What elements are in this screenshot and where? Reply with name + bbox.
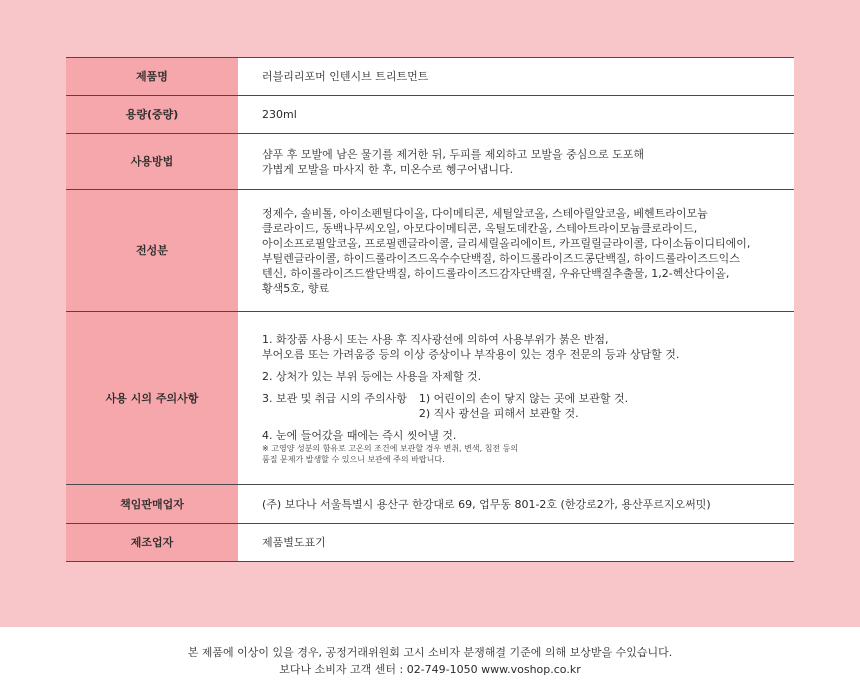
customer-center-info: 보다나 소비자 고객 센터 : 02-749-1050 www.voshop.co.kr (279, 663, 581, 676)
seller-text: (주) 보다나 서울특별시 용산구 한강대로 69, 업무동 801-2호 (한강로2가, 용산푸르지오써밋) (262, 497, 711, 511)
caution-line: 2. 상처가 있는 부위 등에는 사용을 자제할 것. (262, 369, 482, 383)
storage-subitem: 1) 어린이의 손이 닿지 않는 곳에 보관할 것. (418, 391, 629, 405)
seller-value (238, 485, 794, 524)
storage-label: 3. 보관 및 취급 시의 주의사항 (262, 391, 407, 405)
product-info-table (66, 57, 794, 562)
storage-subitem: 2) 직사 광선을 피해서 보관할 것. (418, 406, 579, 420)
caution-value (238, 312, 794, 485)
ingredients-line: 텐신, 하이롤라이즈드쌀단백질, 하이드롤라이즈드감자단백질, 우유단백질추출물, 1,2-헥산다이올, (262, 266, 730, 280)
caution-note: ※ 고영양 성분의 함유로 고온의 조건에 보관할 경우 변취, 변색, 침전 등의 (262, 443, 519, 453)
caution-item-1 (262, 332, 782, 362)
caution-label: 사용 시의 주의사항 (66, 312, 238, 485)
caution-line: 4. 눈에 들어갔을 때에는 즉시 씻어낼 것. (262, 428, 457, 442)
row-product-name (66, 58, 794, 96)
caution-item-3 (262, 391, 782, 421)
caution-item-4 (262, 428, 782, 465)
caution-line: 부어오름 또는 가려움증 등의 이상 증상이나 부작용이 있는 경우 전문의 등과 상담할 것. (262, 347, 680, 361)
capacity-label: 용량(중량) (66, 96, 238, 134)
consumer-notice-footer (0, 627, 860, 695)
usage-value (238, 134, 794, 190)
ingredients-line: 부틸렌글라이콜, 하이드롤라이즈드옥수수단백질, 하이드롤라이즈드콩단백질, 하이드롤라이즈드익스 (262, 251, 740, 265)
storage-subitems (419, 391, 628, 421)
manufacturer-label: 제조업자 (66, 524, 238, 562)
row-capacity (66, 96, 794, 134)
caution-item-2 (262, 369, 782, 384)
usage-line: 가볍게 모발을 마사지 한 후, 미온수로 헹구어냅니다. (262, 162, 514, 176)
ingredients-line: 클로라이드, 동백나무씨오일, 아모다이메티콘, 옥틸도데칸올, 스테아트라이모늄클로라이드, (262, 221, 698, 235)
product-name-value: 러블리리포머 인텐시브 트리트먼트 (238, 58, 794, 96)
row-caution (66, 312, 794, 485)
usage-line: 샴푸 후 모발에 남은 물기를 제거한 뒤, 두피를 제외하고 모발을 중심으로 도포해 (262, 147, 644, 161)
row-manufacturer (66, 524, 794, 562)
ingredients-label: 전성분 (66, 190, 238, 312)
product-name-label: 제품명 (66, 58, 238, 96)
row-ingredients (66, 190, 794, 312)
caution-line: 1. 화장품 사용시 또는 사용 후 직사광선에 의하여 사용부위가 붉은 반점, (262, 332, 609, 346)
caution-note: 품질 문제가 발생할 수 있으니 보관에 주의 바랍니다. (262, 454, 445, 464)
capacity-value: 230ml (238, 96, 794, 134)
ingredients-line: 황색5호, 향료 (262, 281, 330, 295)
seller-label: 책임판매업자 (66, 485, 238, 524)
manufacturer-value: 제품별도표기 (238, 524, 794, 562)
dispute-notice: 본 제품에 이상이 있을 경우, 공정거래위원회 고시 소비자 분쟁해결 기준에 의해 보상받을 수있습니다. (187, 646, 673, 659)
ingredients-line: 정제수, 솔비톨, 아이소펜틸다이올, 다이메티콘, 세틸알코올, 스테아릴알코올, 베헨트라이모늄 (262, 206, 708, 220)
ingredients-line: 아이소프로필알코올, 프로필렌글라이콜, 글리세릴올리에이트, 카프릴릴글라이콜, 다이소듐이디티에이, (262, 236, 751, 250)
row-usage (66, 134, 794, 190)
row-seller (66, 485, 794, 524)
ingredients-value (238, 190, 794, 312)
usage-label: 사용방법 (66, 134, 238, 190)
